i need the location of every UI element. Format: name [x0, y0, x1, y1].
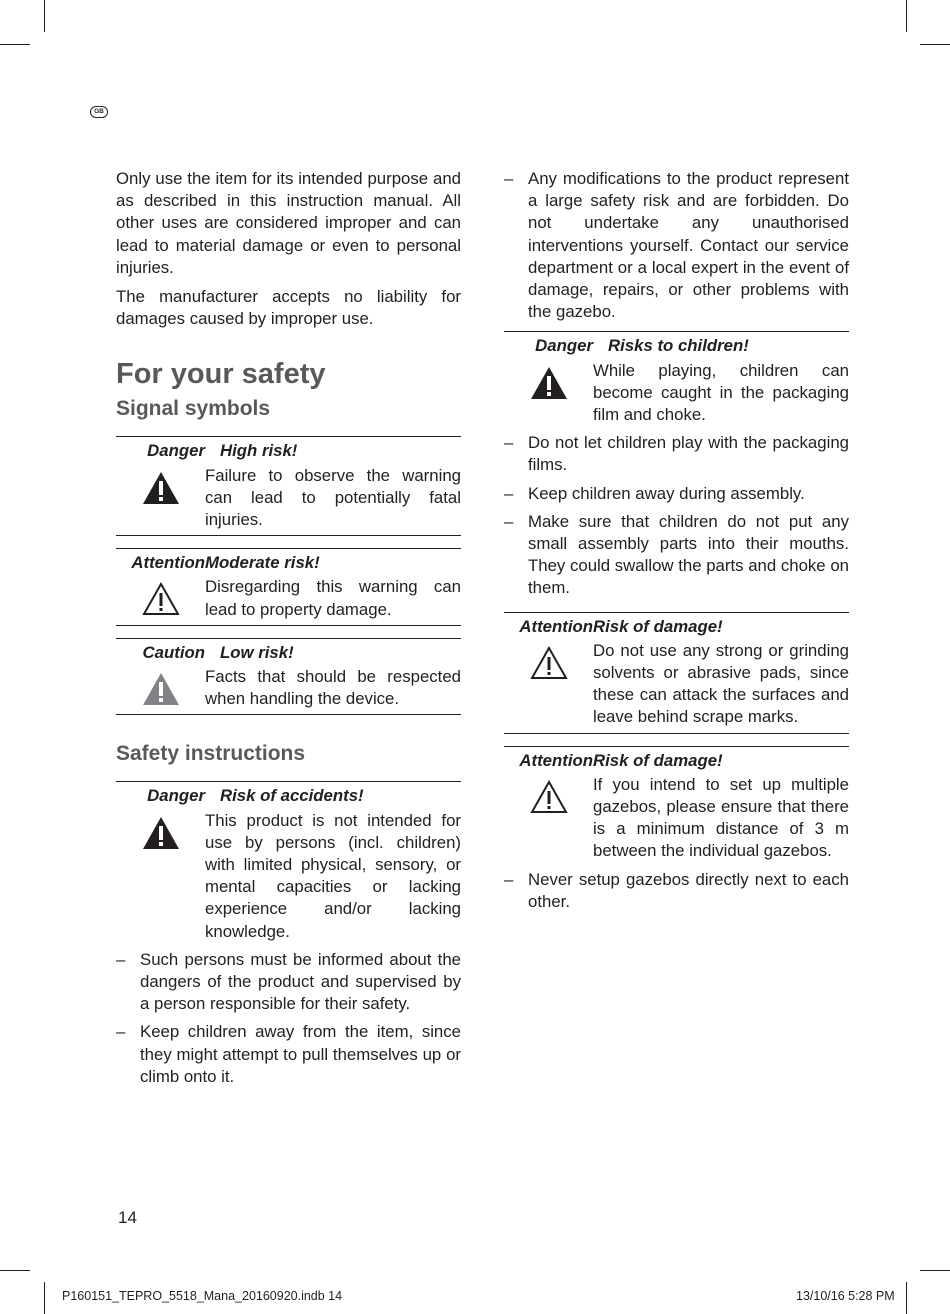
notice-heading: Risk of accidents!: [220, 786, 364, 806]
right-column: [504, 168, 849, 919]
footer-timestamp: 13/10/16 5:28 PM: [796, 1289, 895, 1303]
list-item: – Keep children away from the item, since they might attempt to pull themselves up or climb onto it.: [116, 1021, 461, 1088]
list-item: – Never setup gazebos directly next to each other.: [504, 869, 849, 913]
signal-heading: Low risk!: [220, 642, 294, 662]
language-badge: GB: [90, 106, 108, 118]
intro-paragraph-2: The manufacturer accepts no liability for damages caused by improper use.: [116, 287, 461, 329]
signal-heading: High risk!: [220, 441, 298, 461]
crop-mark-top-right-h: [920, 44, 950, 45]
crop-mark-bottom-right-h: [920, 1270, 950, 1271]
accident-bullet-list: [116, 949, 461, 1088]
list-item: – Any modifications to the product represent a large safety risk and are forbidden. Do not undertake any unauthorised interventions yourself. Contact our service department or a local expert in the event of damage, repairs, or other problems with the gazebo.: [504, 168, 849, 323]
warning-outline-icon: [530, 780, 568, 814]
modifications-bullet-list: [504, 168, 849, 323]
warning-filled-grey-icon: [142, 672, 180, 706]
notice-risk-of-damage-solvents: [504, 612, 849, 734]
notice-text: Do not use any strong or grinding solvents or abrasive pads, since these can attack the surfaces and leave behind scrape marks.: [593, 640, 849, 727]
notice-label: Attention: [519, 750, 593, 770]
crop-mark-bottom-right-v: [906, 1282, 907, 1314]
notice-risks-to-children: [504, 331, 849, 426]
signal-label: Caution: [142, 642, 205, 662]
crop-mark-bottom-left-h: [0, 1270, 30, 1271]
signal-text: Facts that should be respected when handling the device.: [205, 667, 461, 709]
warning-filled-black-icon: [142, 816, 180, 850]
signal-text: Disregarding this warning can lead to property damage.: [205, 577, 461, 619]
signal-moderate-risk: [116, 548, 461, 626]
notice-risk-of-accidents: [116, 781, 461, 942]
warning-filled-black-icon: [142, 471, 180, 505]
notice-risk-of-damage-distance: [504, 746, 849, 863]
warning-outline-icon: [530, 646, 568, 680]
children-bullet-list: [504, 432, 849, 599]
notice-text: If you intend to set up multiple gazebos, please ensure that there is a minimum distance of 3 m between the individual gazebos.: [593, 774, 849, 861]
signal-label: Attention: [131, 553, 205, 573]
warning-filled-black-icon: [530, 366, 568, 400]
list-item: – Do not let children play with the packaging films.: [504, 432, 849, 476]
left-column: [116, 168, 461, 1094]
section-title: For your safety: [116, 358, 326, 391]
signal-high-risk: [116, 436, 461, 536]
signal-text: Failure to observe the warning can lead to potentially fatal injuries.: [205, 465, 461, 530]
notice-heading: Risk of damage!: [593, 750, 723, 770]
notice-label: Attention: [519, 616, 593, 636]
list-item: – Make sure that children do not put any small assembly parts into their mouths. They could swallow the parts and choke on them.: [504, 511, 849, 600]
intro-paragraph-1: Only use the item for its intended purpose and as described in this instruction manual. All other uses are considered improper and can lead to material damage or even to personal injuries.: [116, 169, 461, 277]
warning-outline-icon: [142, 582, 180, 616]
crop-mark-bottom-left-v: [44, 1282, 45, 1314]
signal-low-risk: [116, 638, 461, 716]
notice-label: Danger: [535, 336, 593, 356]
crop-mark-top-left-h: [0, 44, 30, 45]
list-item: – Such persons must be informed about the dangers of the product and supervised by a person responsible for their safety.: [116, 949, 461, 1016]
signal-symbols-title: Signal symbols: [116, 397, 271, 421]
page-number: 14: [118, 1208, 137, 1227]
notice-heading: Risk of damage!: [593, 616, 723, 636]
notice-heading: Risks to children!: [608, 336, 749, 356]
signal-label: Danger: [147, 441, 205, 461]
notice-label: Danger: [147, 786, 205, 806]
safety-instructions-title: Safety instructions: [116, 742, 306, 766]
notice-text: This product is not intended for use by persons (incl. children) with limited physical, sensory, or mental capacities or lacking experience and/or lacking knowledge.: [205, 810, 461, 941]
crop-mark-top-left-v: [44, 0, 45, 32]
footer-file-name: P160151_TEPRO_5518_Mana_20160920.indb 14: [62, 1289, 343, 1303]
gazebo-bullet-list: [504, 869, 849, 913]
crop-mark-top-right-v: [906, 0, 907, 32]
list-item: – Keep children away during assembly.: [504, 483, 849, 505]
notice-text: While playing, children can become caught in the packaging film and choke.: [593, 360, 849, 425]
signal-heading: Moderate risk!: [205, 553, 320, 573]
